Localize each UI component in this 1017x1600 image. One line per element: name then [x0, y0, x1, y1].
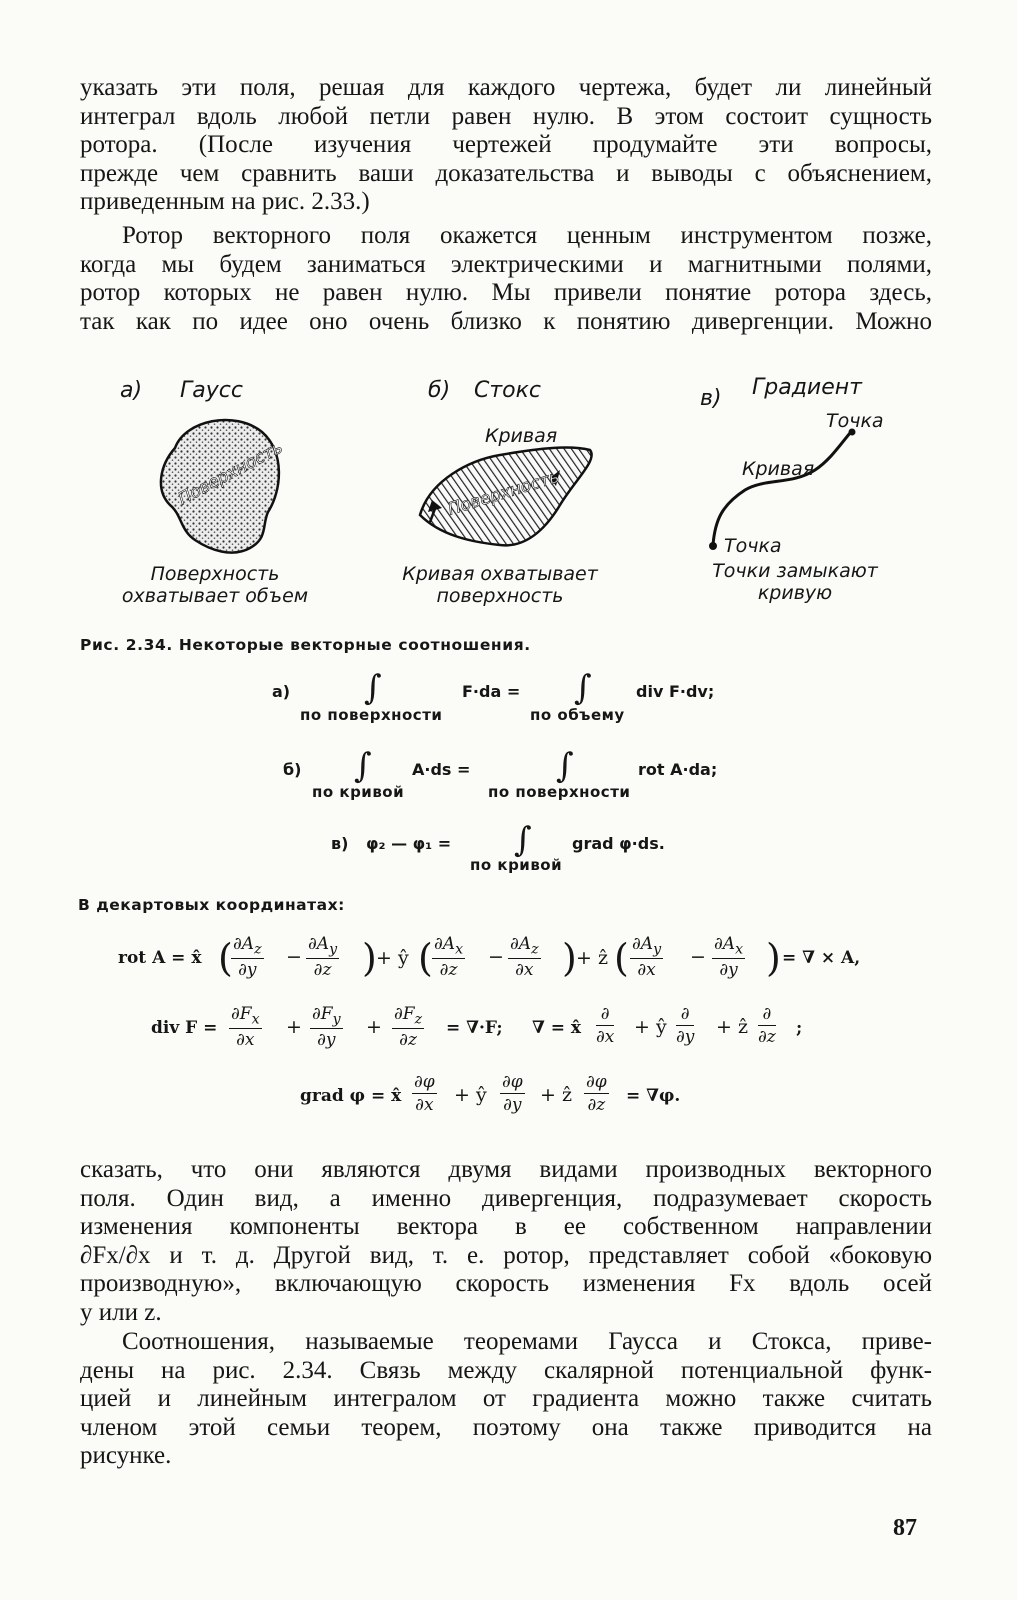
text-line: когда мы будем заниматься электрическими и магнитными полями,: [80, 250, 932, 278]
theorem-c-left: φ₂ — φ₁ =: [366, 834, 452, 853]
rot-rhs: = ∇ × A,: [782, 948, 861, 968]
theorem-a-sub-right: по объему: [530, 706, 625, 724]
text-line: изменения компоненты вектора в ее собственном направлении: [80, 1213, 932, 1240]
text-line: ротор которых не равен нулю. Мы привели понятие ротора здесь,: [80, 279, 932, 306]
minus-sign: −: [690, 946, 706, 968]
figure-drawings: [0, 0, 1017, 640]
text-line: членом этой семьи теорем, поэтому она также приводится на: [80, 1413, 932, 1441]
text-line: интеграл вдоль любой петли равен нулю. В этом состоит сущность: [80, 102, 932, 130]
integral-sign: ∫: [556, 746, 574, 786]
fraction: $\frac{\partial A_z}{\partial y}$: [233, 934, 262, 981]
grad-lhs: grad φ = x̂: [300, 1086, 402, 1106]
theorem-a-label: а): [272, 682, 291, 701]
stokes-surface-label: Поверхность: [445, 466, 562, 520]
div-mid: = ∇·F;: [446, 1018, 503, 1038]
paragraph-bottom-1: [80, 1156, 932, 1327]
theorem-c-label: в): [331, 834, 349, 853]
theorem-a-right: div F·dv;: [636, 682, 715, 701]
integral-sign: ∫: [574, 668, 592, 708]
plus-z-hat: + ẑ: [540, 1084, 572, 1106]
plus-y-hat: + ŷ: [376, 947, 409, 969]
text-line: дены на рис. 2.34. Связь между скалярной потенциальной функ-: [80, 1356, 932, 1384]
div-lhs: div F =: [151, 1018, 218, 1038]
integral-sign: ∫: [364, 668, 382, 708]
figure-caption: Рис. 2.34. Некоторые векторные соотношения.: [80, 636, 531, 654]
plus-z-hat: + ẑ: [576, 947, 608, 969]
paren: (: [614, 936, 629, 980]
gradient-point-bottom: [709, 542, 717, 550]
paren: ): [562, 936, 577, 980]
text-line: производную», включающую скорость изменения Fx вдоль осей: [80, 1270, 932, 1297]
fraction: ∂ ∂y: [676, 1004, 695, 1047]
text-line: ∂Fx/∂x и т. д. Другой вид, т. е. ротор, представляет собой «боковую: [80, 1241, 932, 1269]
semicolon: ;: [796, 1018, 803, 1038]
theorem-a-sub-left: по поверхности: [300, 706, 443, 724]
fraction: $\frac{\partial A_y}{\partial z}$: [308, 934, 338, 981]
fraction: $\frac{\partial A_x}{\partial z}$: [434, 934, 464, 981]
text-line: цией и линейным интегралом от градиента можно также считать: [80, 1385, 932, 1412]
figure-c-title: Градиент: [752, 375, 862, 400]
figure-c-letter: в): [700, 386, 722, 411]
theorem-b-label: б): [283, 760, 302, 779]
figure-b-letter: б): [428, 378, 451, 403]
theorem-b-sub-left: по кривой: [312, 783, 405, 801]
gradient-point-top-label: Точка: [826, 410, 884, 432]
fraction: $\frac{\partial A_y}{\partial x}$: [632, 934, 662, 981]
figure-a-title: Гаусс: [180, 378, 243, 403]
text-line: прежде чем сравнить ваши доказательства и выводы с объяснением,: [80, 159, 932, 187]
theorem-c-sub: по кривой: [470, 856, 563, 874]
text-line: y или z.: [80, 1298, 162, 1326]
text-line: поля. Один вид, а именно дивергенция, подразумевает скорость: [80, 1184, 932, 1212]
text-line: Ротор векторного поля окажется ценным инструментом позже,: [122, 222, 932, 249]
fraction: ∂ ∂z: [758, 1004, 776, 1047]
text-line: ротора. (После изучения чертежей продумайте эти вопросы,: [80, 131, 932, 158]
integral-sign: ∫: [354, 746, 372, 786]
fraction: $\frac{\partial F_y}{\partial y}$: [312, 1004, 341, 1051]
figure-a-caption: Поверхность охватывает объем: [121, 563, 309, 607]
nabla-def: ∇ = x̂: [532, 1018, 582, 1038]
rot-lhs: rot A = x̂: [118, 948, 202, 968]
fraction: $\frac{\partial A_x}{\partial y}$: [714, 934, 744, 981]
text-line: Соотношения, называемые теоремами Гаусса и Стокса, приве-: [122, 1328, 932, 1355]
minus-sign: −: [286, 946, 302, 968]
text-line: так как по идее оно очень близко к понятию дивергенции. Можно: [80, 307, 932, 335]
paragraph-bottom-2: [80, 1328, 932, 1471]
text-line: указать эти поля, решая для каждого чертежа, будет ли линейный: [80, 74, 932, 101]
text-line: приведенным на рис. 2.33.): [80, 188, 370, 215]
plus-sign: +: [366, 1016, 382, 1038]
theorem-b-left: A·ds =: [412, 760, 471, 779]
paren: ): [766, 936, 781, 980]
gradient-curve: [713, 433, 850, 545]
fraction: $\frac{\partial A_z}{\partial x}$: [510, 934, 539, 981]
figure-b-title: Стокс: [474, 378, 542, 403]
cartesian-heading: В декартовых координатах:: [78, 896, 345, 914]
theorem-b-sub-right: по поверхности: [488, 783, 631, 801]
theorem-b-right: rot A·da;: [638, 760, 718, 779]
plus-y-hat: + ŷ: [634, 1016, 667, 1038]
paren: (: [418, 936, 433, 980]
stokes-curve-label: Кривая: [485, 425, 558, 447]
theorem-c-right: grad φ·ds.: [572, 834, 665, 853]
fraction: $\frac{\partial F_z}{\partial z}$: [394, 1004, 423, 1051]
plus-z-hat: + ẑ: [716, 1016, 748, 1038]
plus-y-hat: + ŷ: [454, 1084, 487, 1106]
fraction: ∂ ∂x: [596, 1004, 615, 1047]
figure-b-caption: Кривая охватывает поверхность: [402, 563, 598, 607]
fraction: $\frac{\partial\varphi}{\partial x}$: [414, 1072, 435, 1115]
theorem-a-left: F·da =: [462, 682, 521, 701]
figure-c-caption: Точки замыкают кривую: [712, 560, 878, 604]
gradient-curve-label: Кривая: [742, 458, 815, 480]
fraction: $\frac{\partial\varphi}{\partial z}$: [586, 1072, 607, 1115]
paren: (: [218, 936, 233, 980]
page-number: 87: [893, 1515, 917, 1541]
plus-sign: +: [286, 1016, 302, 1038]
grad-rhs: = ∇φ.: [626, 1086, 681, 1106]
gauss-surface-label: Поверхность: [174, 437, 287, 510]
text-line: сказать, что они являются двумя видами производных векторного: [80, 1156, 932, 1183]
text-line: рисунке.: [80, 1442, 172, 1469]
gradient-point-bottom-label: Точка: [724, 535, 782, 557]
fraction: $\frac{\partial F_x}{\partial x}$: [231, 1004, 260, 1051]
integral-sign: ∫: [514, 820, 532, 860]
paren: ): [362, 936, 377, 980]
minus-sign: −: [488, 946, 504, 968]
fraction: $\frac{\partial\varphi}{\partial y}$: [502, 1072, 523, 1115]
figure-a-letter: а): [120, 378, 143, 403]
